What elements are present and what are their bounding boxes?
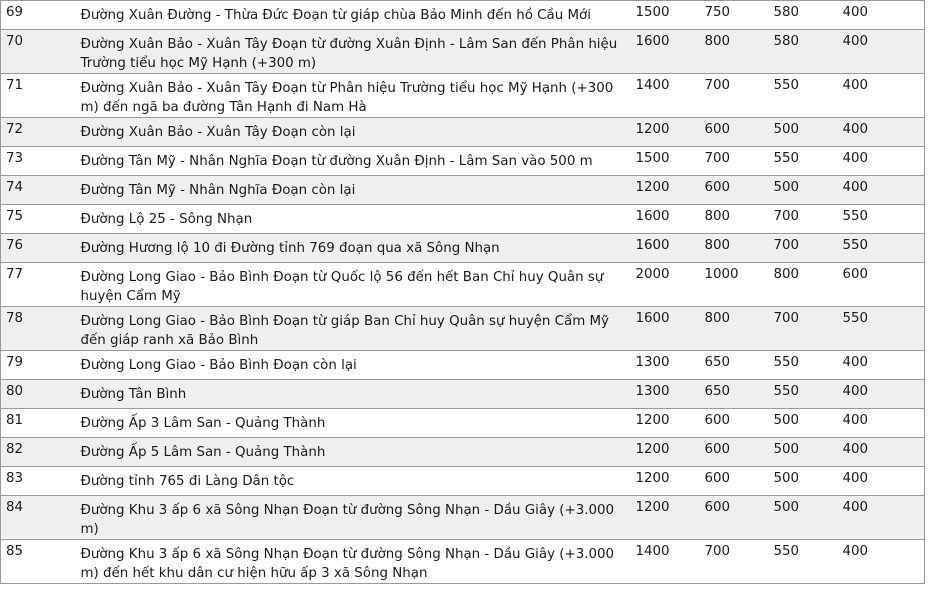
table-row [1, 496, 925, 540]
row-number-cell: 73 [1, 147, 74, 176]
price-level-4-cell: 400 [841, 540, 925, 584]
price-level-4-cell: 400 [841, 467, 925, 496]
road-name-cell: Đường Tân Bình [74, 380, 634, 409]
table-row [1, 351, 925, 380]
table-row [1, 147, 925, 176]
row-number-cell: 81 [1, 409, 74, 438]
price-level-1-cell: 1600 [634, 30, 703, 74]
price-level-4-cell: 400 [841, 176, 925, 205]
price-level-3-cell: 500 [772, 438, 841, 467]
table-row [1, 438, 925, 467]
price-level-3-cell: 550 [772, 351, 841, 380]
price-level-2-cell: 1000 [703, 263, 772, 307]
table-row [1, 307, 925, 351]
price-level-2-cell: 700 [703, 147, 772, 176]
price-level-3-cell: 700 [772, 234, 841, 263]
price-level-2-cell: 600 [703, 409, 772, 438]
price-level-4-cell: 550 [841, 307, 925, 351]
row-number-cell: 84 [1, 496, 74, 540]
price-level-1-cell: 1200 [634, 409, 703, 438]
road-name-cell: Đường Lộ 25 - Sông Nhạn [74, 205, 634, 234]
row-number-cell: 78 [1, 307, 74, 351]
price-level-4-cell: 400 [841, 351, 925, 380]
table-row [1, 1, 925, 30]
road-name-cell: Đường Xuân Bảo - Xuân Tây Đoạn từ Phân hiệu Trường tiểu học Mỹ Hạnh (+300 m) đến ngã ba đường Tân Hạnh đi Nam Hà [74, 74, 634, 118]
price-level-4-cell: 400 [841, 30, 925, 74]
price-level-3-cell: 550 [772, 540, 841, 584]
price-level-1-cell: 1600 [634, 205, 703, 234]
price-level-3-cell: 550 [772, 74, 841, 118]
table-row [1, 263, 925, 307]
price-level-4-cell: 400 [841, 380, 925, 409]
road-name-cell: Đường Xuân Bảo - Xuân Tây Đoạn từ đường Xuân Định - Lâm San đến Phân hiệu Trường tiểu học Mỹ Hạnh (+300 m) [74, 30, 634, 74]
table-row [1, 380, 925, 409]
price-level-3-cell: 500 [772, 118, 841, 147]
price-level-2-cell: 700 [703, 74, 772, 118]
table-row [1, 540, 925, 584]
price-level-3-cell: 500 [772, 496, 841, 540]
price-level-2-cell: 700 [703, 540, 772, 584]
price-level-3-cell: 800 [772, 263, 841, 307]
row-number-cell: 79 [1, 351, 74, 380]
price-level-3-cell: 550 [772, 147, 841, 176]
price-level-4-cell: 400 [841, 496, 925, 540]
price-level-4-cell: 400 [841, 147, 925, 176]
price-level-2-cell: 800 [703, 30, 772, 74]
road-name-cell: Đường Long Giao - Bảo Bình Đoạn từ Quốc lộ 56 đến hết Ban Chỉ huy Quân sự huyện Cẩm Mỹ [74, 263, 634, 307]
price-level-3-cell: 580 [772, 1, 841, 30]
price-level-3-cell: 500 [772, 176, 841, 205]
price-level-2-cell: 600 [703, 496, 772, 540]
road-name-cell: Đường tỉnh 765 đi Làng Dân tộc [74, 467, 634, 496]
row-number-cell: 69 [1, 1, 74, 30]
price-level-4-cell: 400 [841, 74, 925, 118]
table-row [1, 409, 925, 438]
price-level-1-cell: 1200 [634, 467, 703, 496]
price-level-4-cell: 600 [841, 263, 925, 307]
price-level-3-cell: 550 [772, 380, 841, 409]
price-level-2-cell: 800 [703, 307, 772, 351]
row-number-cell: 83 [1, 467, 74, 496]
road-name-cell: Đường Ấp 3 Lâm San - Quảng Thành [74, 409, 634, 438]
price-level-3-cell: 500 [772, 467, 841, 496]
price-level-1-cell: 1400 [634, 540, 703, 584]
price-level-2-cell: 600 [703, 438, 772, 467]
table-body [1, 1, 925, 584]
price-level-4-cell: 400 [841, 118, 925, 147]
table-row [1, 467, 925, 496]
price-level-4-cell: 550 [841, 205, 925, 234]
price-level-3-cell: 500 [772, 409, 841, 438]
price-level-2-cell: 650 [703, 351, 772, 380]
row-number-cell: 71 [1, 74, 74, 118]
row-number-cell: 72 [1, 118, 74, 147]
price-level-4-cell: 400 [841, 1, 925, 30]
price-level-2-cell: 650 [703, 380, 772, 409]
price-level-3-cell: 580 [772, 30, 841, 74]
road-name-cell: Đường Xuân Đường - Thừa Đức Đoạn từ giáp chùa Bảo Minh đến hồ Cầu Mới [74, 1, 634, 30]
price-level-4-cell: 400 [841, 409, 925, 438]
price-level-1-cell: 1300 [634, 351, 703, 380]
price-level-2-cell: 750 [703, 1, 772, 30]
price-level-1-cell: 1600 [634, 234, 703, 263]
table-row [1, 205, 925, 234]
price-level-4-cell: 400 [841, 438, 925, 467]
table-row [1, 176, 925, 205]
road-name-cell: Đường Long Giao - Bảo Bình Đoạn từ giáp Ban Chỉ huy Quân sự huyện Cẩm Mỹ đến giáp ranh xã Bảo Bình [74, 307, 634, 351]
price-level-2-cell: 800 [703, 234, 772, 263]
price-level-1-cell: 1500 [634, 147, 703, 176]
price-level-3-cell: 700 [772, 205, 841, 234]
row-number-cell: 77 [1, 263, 74, 307]
row-number-cell: 82 [1, 438, 74, 467]
table-row [1, 74, 925, 118]
price-level-1-cell: 1400 [634, 74, 703, 118]
price-level-1-cell: 1500 [634, 1, 703, 30]
row-number-cell: 76 [1, 234, 74, 263]
road-name-cell: Đường Hương lộ 10 đi Đường tỉnh 769 đoạn qua xã Sông Nhạn [74, 234, 634, 263]
road-name-cell: Đường Ấp 5 Lâm San - Quảng Thành [74, 438, 634, 467]
row-number-cell: 75 [1, 205, 74, 234]
road-name-cell: Đường Tân Mỹ - Nhân Nghĩa Đoạn từ đường Xuân Định - Lâm San vào 500 m [74, 147, 634, 176]
price-level-1-cell: 1600 [634, 307, 703, 351]
road-name-cell: Đường Khu 3 ấp 6 xã Sông Nhạn Đoạn từ đường Sông Nhạn - Dầu Giây (+3.000 m) đến hết khu dân cư hiện hữu ấp 3 xã Sông Nhạn [74, 540, 634, 584]
price-level-2-cell: 600 [703, 118, 772, 147]
price-level-1-cell: 2000 [634, 263, 703, 307]
row-number-cell: 74 [1, 176, 74, 205]
road-name-cell: Đường Tân Mỹ - Nhân Nghĩa Đoạn còn lại [74, 176, 634, 205]
price-level-1-cell: 1200 [634, 438, 703, 467]
row-number-cell: 70 [1, 30, 74, 74]
price-level-1-cell: 1200 [634, 496, 703, 540]
price-level-2-cell: 600 [703, 176, 772, 205]
price-level-1-cell: 1300 [634, 380, 703, 409]
road-name-cell: Đường Xuân Bảo - Xuân Tây Đoạn còn lại [74, 118, 634, 147]
price-level-2-cell: 800 [703, 205, 772, 234]
price-level-1-cell: 1200 [634, 176, 703, 205]
price-level-4-cell: 550 [841, 234, 925, 263]
row-number-cell: 85 [1, 540, 74, 584]
price-level-2-cell: 600 [703, 467, 772, 496]
table-row [1, 30, 925, 74]
row-number-cell: 80 [1, 380, 74, 409]
road-name-cell: Đường Long Giao - Bảo Bình Đoạn còn lại [74, 351, 634, 380]
table-row [1, 234, 925, 263]
price-level-3-cell: 700 [772, 307, 841, 351]
table-row [1, 118, 925, 147]
road-name-cell: Đường Khu 3 ấp 6 xã Sông Nhạn Đoạn từ đường Sông Nhạn - Dầu Giây (+3.000 m) [74, 496, 634, 540]
price-level-1-cell: 1200 [634, 118, 703, 147]
